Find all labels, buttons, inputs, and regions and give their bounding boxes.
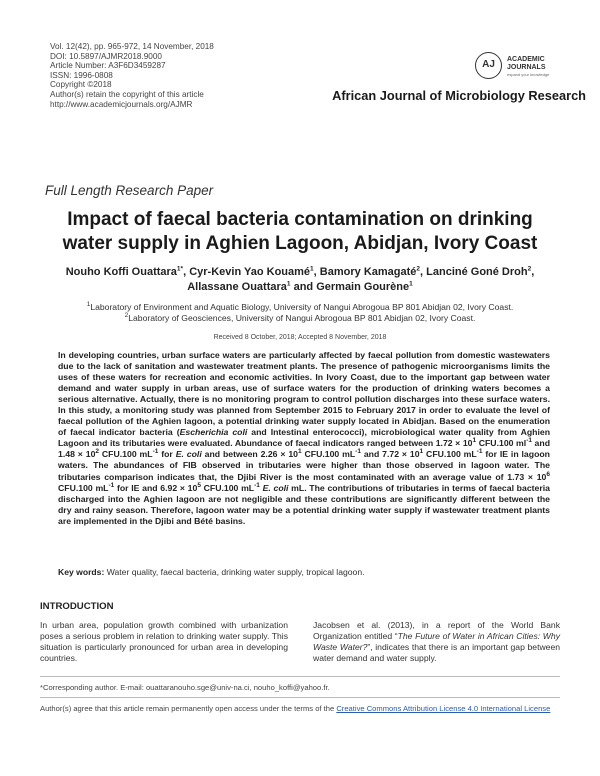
- author-affil-mark: 2: [527, 265, 532, 273]
- journal-name: African Journal of Microbiology Research: [332, 88, 586, 103]
- logo-mark: AJ: [475, 52, 502, 79]
- logo-line1: ACADEMIC: [507, 56, 545, 63]
- author-name: Nouho Koffi Ouattara: [65, 266, 177, 278]
- author-list: Nouho Koffi Ouattara$^{1*}$, Cyr-Kevin Yao Kouamé$^1$, Bamory Kamagaté$^2$, Lanciné Goné Droh$^2$, Allassane Ouattara$^1$ and Germain Gourène$^1$: [65, 265, 535, 293]
- affiliation-text: Laboratory of Geosciences, University of Nangui Abrogoua BP 801 Abidjan 02, Ivory Coast.: [128, 313, 476, 323]
- affiliation-2: [40, 313, 560, 324]
- issn: ISSN: 1996-0808: [50, 70, 113, 80]
- license-link[interactable]: Creative Commons Attribution License 4.0 International License: [336, 704, 551, 713]
- rights-statement: Author(s) retain the copyright of this article: [50, 89, 204, 99]
- volume-info: Vol. 12(42), pp. 965-972, 14 November, 2018: [50, 42, 214, 51]
- author-name: Bamory Kamagaté: [319, 266, 417, 278]
- author-affil-mark: 1*: [176, 265, 184, 273]
- keywords-text: Water quality, faecal bacteria, drinking water supply, tropical lagoon.: [104, 567, 365, 577]
- author-affil-mark: 2: [416, 265, 421, 273]
- journal-url[interactable]: http://www.academicjournals.org/AJMR: [50, 99, 193, 109]
- corresponding-author: *Corresponding author. E-mail: ouattaranouho.sge@univ-na.ci, nouho_koffi@yahoo.fr.: [40, 676, 560, 692]
- author-affil-mark: 1: [409, 279, 413, 287]
- article-metadata: [50, 42, 214, 109]
- affil-mark: 1: [86, 301, 91, 309]
- article-number: Article Number: A3F6D3459287: [50, 61, 166, 71]
- affiliation-1: [40, 302, 560, 313]
- affil-mark: 2: [124, 312, 129, 320]
- abstract: In developing countries, urban surface waters are particularly affected by faecal pollution from domestic wastewaters due to the lack of sanitation and wastewater treatment plants. The presence of pathogenic microorganisms limits the uses of these waters for recreation and economic activities. In Ivory Coast, due to the important gap between water demand and water supply in urban areas, use of surface waters for the production of drinking waters becomes a serious alternative. Actually, there is no monitoring program to control pollution discharges into these surface waters. In this study, a monitoring study was planned from September 2015 to February 2017 in order to evaluate the level of faecal pollution of the Aghien lagoon, a potential drinking water supply located in Abidjan. Based on the enumeration of faecal indicator bacteria (Escherichia coli and Intestinal enterococci), microbiological water quality from Aghien Lagoon and its tributaries were evaluated. Abundance of faecal indicators ranged between $1.72 \times 10^1$ CFU.100 $ml^{-1}$ and $1.48 \times 10^2$ CFU.100 $mL^{-1}$ for E. coli and between $2.26 \times 10^1$ CFU.100 $mL^{-1}$ and $7.72 \times 10^1$ CFU.100 $mL^{-1}$ for IE in lagoon waters. The abundances of FIB observed in tributaries were higher than those observed in lagoon water. The tributaries comparison indicates that, the Djibi River is the most contaminated with an average value of $1.73 \times 10^6$ CFU.100 $mL^{-1}$ for IE and $6.92 \times 10^5$ CFU.100 $mL^{-1}$ E. coli mL. The contributions of tributaries in terms of faecal bacteria discharged into the Aghien lagoon are not negligible and these contributions are significantly different between the dry and rainy season. Therefore, lagoon water may be a potential drinking water supply if wastewater treatment plants are implemented in the Djibi and Bété basins.: [58, 350, 551, 526]
- logo-line2: JOURNALS: [507, 63, 546, 71]
- title-line-1: Impact of faecal bacteria contamination on drinking: [67, 209, 533, 230]
- keywords-label: Key words:: [58, 567, 105, 577]
- affiliations: [40, 302, 560, 324]
- author-name: Lanciné Goné Droh: [426, 266, 528, 278]
- title-line-2: water supply in Aghien Lagoon, Abidjan, Ivory Coast: [62, 233, 538, 254]
- logo-text: [507, 56, 546, 71]
- intro-right-column: Jacobsen et al. (2013), in a report of the World Bank Organization entitled “The Future of Water in African Cities: Why Waste Water?”, indicates that there is an important gap between water demand and water supply.: [313, 620, 560, 663]
- received-date: Received 8 October, 2018; Accepted 8 November, 2018: [213, 334, 387, 341]
- author-name: Germain Gourène: [316, 280, 410, 293]
- license-statement: [40, 697, 560, 714]
- paper-type: Full Length Research Paper: [45, 183, 214, 198]
- license-text: Author(s) agree that this article remain permanently open access under the terms of the: [40, 704, 337, 713]
- introduction-heading: INTRODUCTION: [40, 601, 114, 612]
- keywords: [58, 567, 550, 577]
- doi: DOI: 10.5897/AJMR2018.9000: [50, 51, 162, 61]
- copyright: Copyright ©2018: [50, 80, 112, 90]
- affiliation-text: Laboratory of Environment and Aquatic Biology, University of Nangui Abrogoua BP 801 Abidjan 02, Ivory Coast.: [90, 302, 514, 312]
- academic-journals-logo: [475, 52, 585, 82]
- intro-left-column: In urban area, population growth combined with urbanization poses a serious problem in relation to drinking water supply. This situation is particularly pronounced for urban area in developing countries.: [40, 620, 288, 663]
- logo-tagline: expand your knowledge: [507, 72, 550, 77]
- paper-title: [30, 208, 570, 256]
- author-name: Cyr-Kevin Yao Kouamé: [189, 266, 311, 278]
- author-affil-mark: 1: [310, 265, 314, 273]
- author-and: and: [293, 280, 314, 293]
- author-name: Allassane Ouattara: [187, 280, 287, 293]
- author-affil-mark: 1: [286, 279, 291, 287]
